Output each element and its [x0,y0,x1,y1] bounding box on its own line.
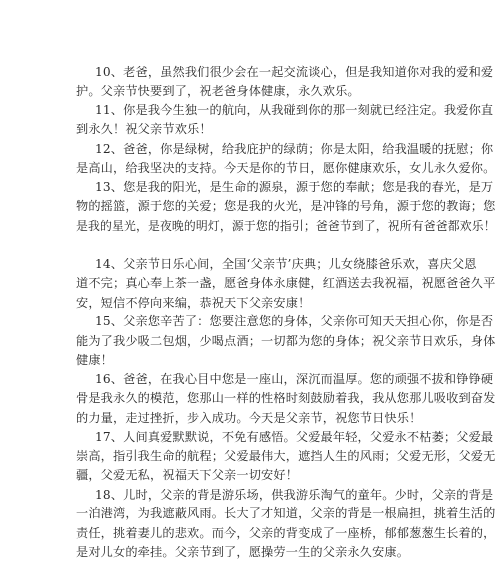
text-line: 崇高，指引我生命的航程；父爱最伟大，遮挡人生的风雨；父爱无形，父爱无 [76,449,496,463]
text-line: 13、您是我的阳光，是生命的源泉，源于您的奉献；您是我的春光，是万 [95,180,494,194]
text-line: 安，短信不停向来编，恭祝天下父亲安康！ [76,296,311,310]
text-line: 责任，挑着妻儿的悲欢。而今，父亲的背变成了一座桥，郁郁葱葱生长着的， [76,526,496,540]
text-line: 15、父亲您辛苦了：您要注意您的身体，父亲你可知天天担心你，你是否 [95,314,494,328]
text-line: 是高山，给我坚决的支持。今天是你的节日，愿你健康欢乐，女儿永久爱你。 [76,161,496,175]
text-line: 疆，父爱无私，祝福天下父亲一切安好！ [76,468,299,482]
text-line: 能为了我少吸二包烟，少喝点酒；一切都为您的身体；祝父亲节日欢乐，身体 [76,334,496,348]
text-line: 是我的星光，是夜晚的明灯，源于您的指引；爸爸节到了，祝所有爸爸都欢乐！ [76,219,496,233]
text-line: 12、爸爸，你是绿树，给我庇护的绿荫；你是太阳，给我温暖的抚慰；你 [95,142,494,156]
text-line: 17、人间真爱默默说，不免有感悟。父爱最年轻，父爱永不枯萎；父爱最 [95,430,494,444]
text-line: 18、儿时，父亲的背是游乐场，供我游乐淘气的童年。少时，父亲的背是 [95,488,494,502]
text-line: 物的摇篮，源于您的关爱；您是我的火光，是冲锋的号角，源于您的教诲；您 [76,199,496,213]
text-line: 14、父亲节日乐心间，全国‘父亲节’庆典；儿女绕膝爸乐欢，喜庆父恩 [95,257,477,271]
text-line: 健康！ [76,353,114,367]
text-line: 是对儿女的牵挂。父亲节到了，愿操劳一生的父亲永久安康。 [76,545,410,559]
text-line: 一泊港湾，为我遮蔽风雨。长大了才知道，父亲的背是一根扁担，挑着生活的 [76,506,496,520]
text-line: 骨是我永久的模范，您那山一样的性格时刻鼓励着我，我从您那儿吸收到奋发 [76,391,496,405]
text-line: 道不完；真心奉上茶一盏，愿爸身体永康健，红酒送去我祝福，祝愿爸爸久平 [76,276,496,290]
text-line: 的力量，走过挫折，步入成功。今天是父亲节，祝您节日快乐！ [76,411,422,425]
text-line: 到永久！祝父亲节欢乐！ [76,122,212,136]
text-line: 16、爸爸，在我心目中您是一座山，深沉而温厚。您的顽强不拔和铮铮硬 [95,372,494,386]
text-line: 11、你是我今生独一的航向，从我碰到你的那一刻就已经注定。我爱你直 [95,103,494,117]
text-line: 护。父亲节快要到了，祝老爸身体健康，永久欢乐。 [76,84,360,98]
text-line: 10、老爸，虽然我们很少会在一起交流谈心，但是我知道你对我的爱和爱 [95,65,494,79]
